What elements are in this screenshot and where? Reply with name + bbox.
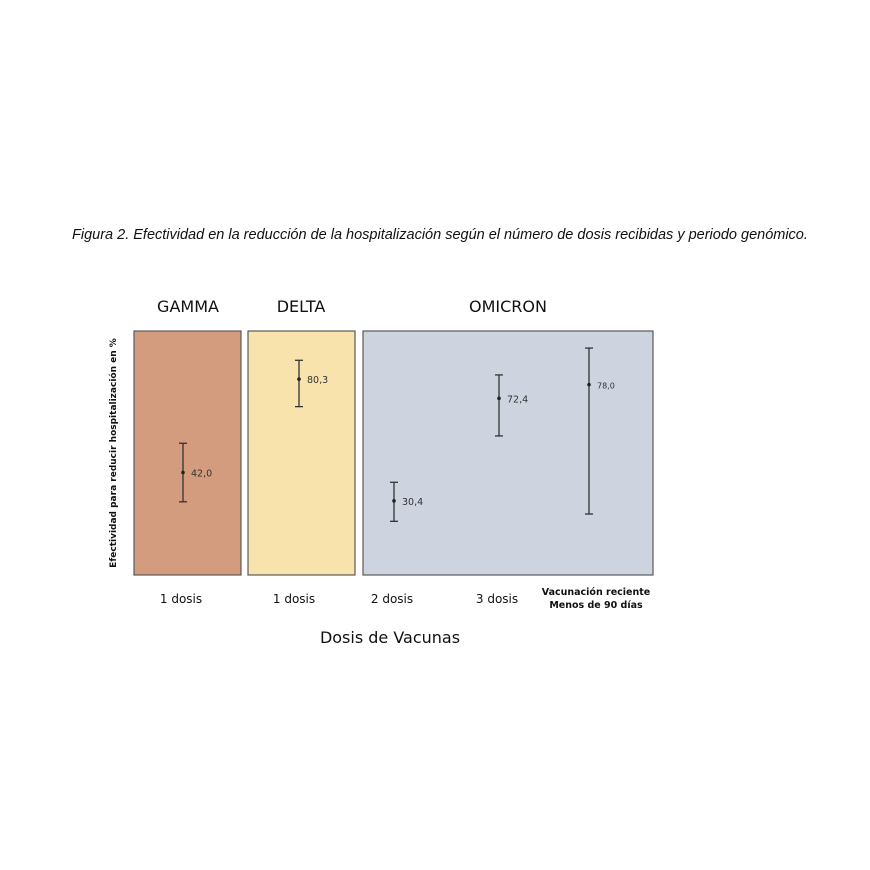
data-label-omicron-4: 78,0 bbox=[597, 381, 615, 391]
data-label-omicron-3: 72,4 bbox=[507, 394, 529, 406]
panel-gamma bbox=[134, 331, 241, 575]
category-label-gamma-0: 1 dosis bbox=[159, 592, 203, 606]
group-title-delta: DELTA bbox=[276, 297, 326, 316]
panel-delta bbox=[248, 331, 355, 575]
data-label-delta-1: 80,3 bbox=[307, 375, 329, 387]
point-estimate-delta-1 bbox=[297, 377, 301, 381]
category-label-omicron-3: 3 dosis bbox=[475, 592, 519, 606]
point-estimate-omicron-3 bbox=[497, 397, 501, 401]
category-label-omicron-4: Vacunación reciente Menos de 90 días bbox=[541, 587, 651, 611]
category-label-omicron-2: 2 dosis bbox=[370, 592, 414, 606]
data-label-omicron-2: 30,4 bbox=[402, 496, 424, 508]
group-title-omicron: OMICRON bbox=[469, 297, 547, 316]
data-label-gamma-0: 42,0 bbox=[191, 468, 213, 480]
point-estimate-omicron-2 bbox=[392, 499, 396, 503]
point-estimate-gamma-0 bbox=[181, 471, 185, 475]
figure-caption: Figura 2. Efectividad en la reducción de la hospitalización según el número de dosis recibidas y periodo genómico. bbox=[72, 227, 808, 243]
point-estimate-omicron-4 bbox=[587, 383, 591, 387]
category-label-delta-1: 1 dosis bbox=[272, 592, 316, 606]
y-axis-label: Efectividad para reducir hospitalización en % bbox=[109, 338, 119, 568]
x-axis-label: Dosis de Vacunas bbox=[319, 628, 461, 647]
group-title-gamma: GAMMA bbox=[157, 297, 219, 316]
panel-omicron bbox=[363, 331, 653, 575]
